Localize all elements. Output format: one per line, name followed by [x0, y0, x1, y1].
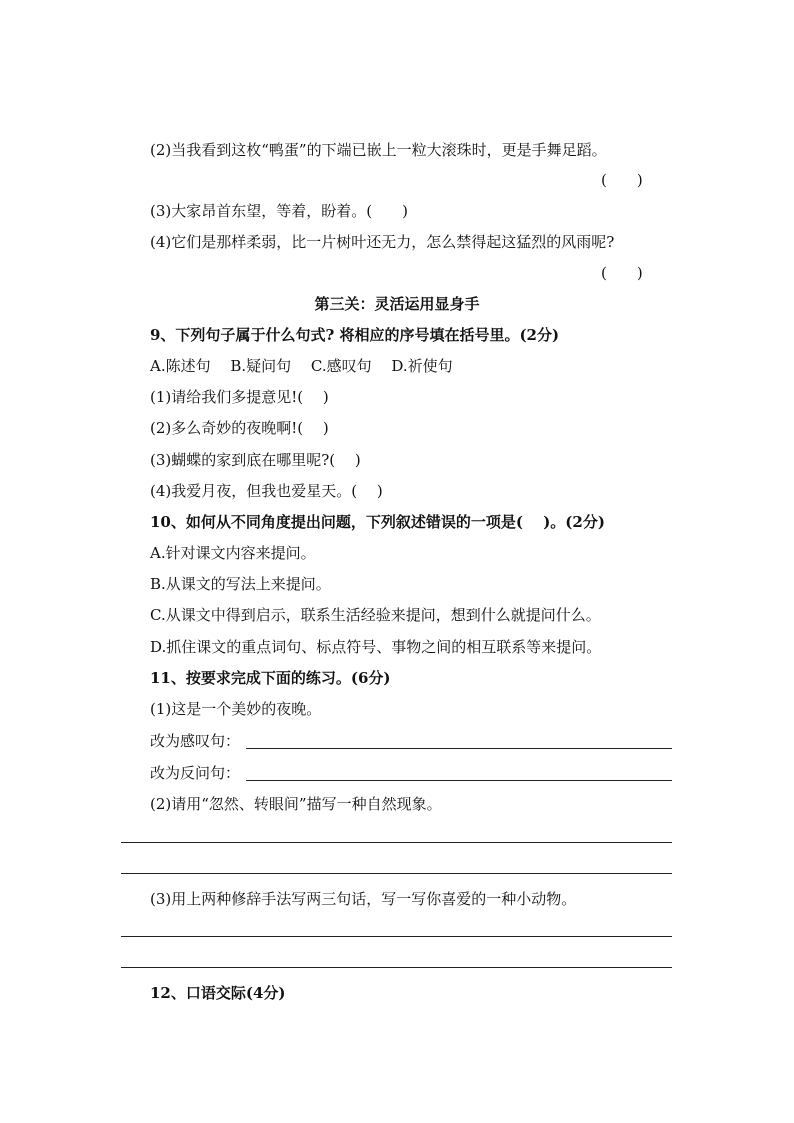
question-10-option[interactable]: B.从课文的写法上来提问。 [150, 575, 331, 593]
question-10-option[interactable]: A.针对课文内容来提问。 [150, 544, 316, 562]
question-9-options: A.陈述句 B.疑问句 C.感叹句 D.祈使句 [150, 357, 453, 375]
question-10-prompt: 10、如何从不同角度提出问题，下列叙述错误的一项是( )。(2分) [150, 513, 605, 531]
sentence-4: (4)它们是那样柔弱，比一片树叶还无力，怎么禁得起这猛烈的风雨呢? [150, 233, 615, 251]
question-10-option[interactable]: D.抓住课文的重点词句、标点符号、事物之间的相互联系等来提问。 [150, 638, 602, 656]
question-11-part-3: (3)用上两种修辞手法写两三句话，写一写你喜爱的一种小动物。 [150, 890, 577, 908]
answer-line[interactable] [121, 967, 672, 968]
sentence-3: (3)大家昂首东望，等着，盼着。( ) [150, 202, 408, 220]
question-12-prompt: 12、口语交际(4分) [150, 984, 286, 1002]
rhetorical-label: 改为反问句： [150, 764, 241, 782]
sentence-2: (2)当我看到这枚“鸭蛋”的下端已嵌上一粒大滚珠时，更是手舞足蹈。 [150, 141, 607, 159]
question-10-option[interactable]: C.从课文中得到启示，联系生活经验来提问，想到什么就提问什么。 [150, 606, 601, 624]
rhetorical-answer-line[interactable] [246, 780, 672, 781]
question-9-item[interactable]: (1)请给我们多提意见!( ) [150, 388, 329, 406]
answer-paren-2[interactable]: ( ) [601, 171, 643, 189]
section-title: 第三关：灵活运用显身手 [314, 295, 480, 313]
question-11-part-1: (1)这是一个美妙的夜晚。 [150, 700, 322, 718]
question-9-item[interactable]: (4)我爱月夜，但我也爱星天。( ) [150, 482, 383, 500]
question-11-prompt: 11、按要求完成下面的练习。(6分) [150, 669, 391, 687]
answer-paren-4[interactable]: ( ) [601, 264, 643, 282]
question-9-item[interactable]: (2)多么奇妙的夜晚啊!( ) [150, 419, 329, 437]
exclamatory-answer-line[interactable] [246, 748, 672, 749]
question-9-prompt: 9、下列句子属于什么句式? 将相应的序号填在括号里。(2分) [150, 326, 560, 344]
question-11-part-2: (2)请用“忽然、转眼间”描写一种自然现象。 [150, 795, 442, 813]
answer-line[interactable] [121, 936, 672, 937]
question-9-item[interactable]: (3)蝴蝶的家到底在哪里呢?( ) [150, 451, 361, 469]
answer-line[interactable] [121, 873, 672, 874]
exclamatory-label: 改为感叹句： [150, 732, 241, 750]
answer-line[interactable] [121, 842, 672, 843]
